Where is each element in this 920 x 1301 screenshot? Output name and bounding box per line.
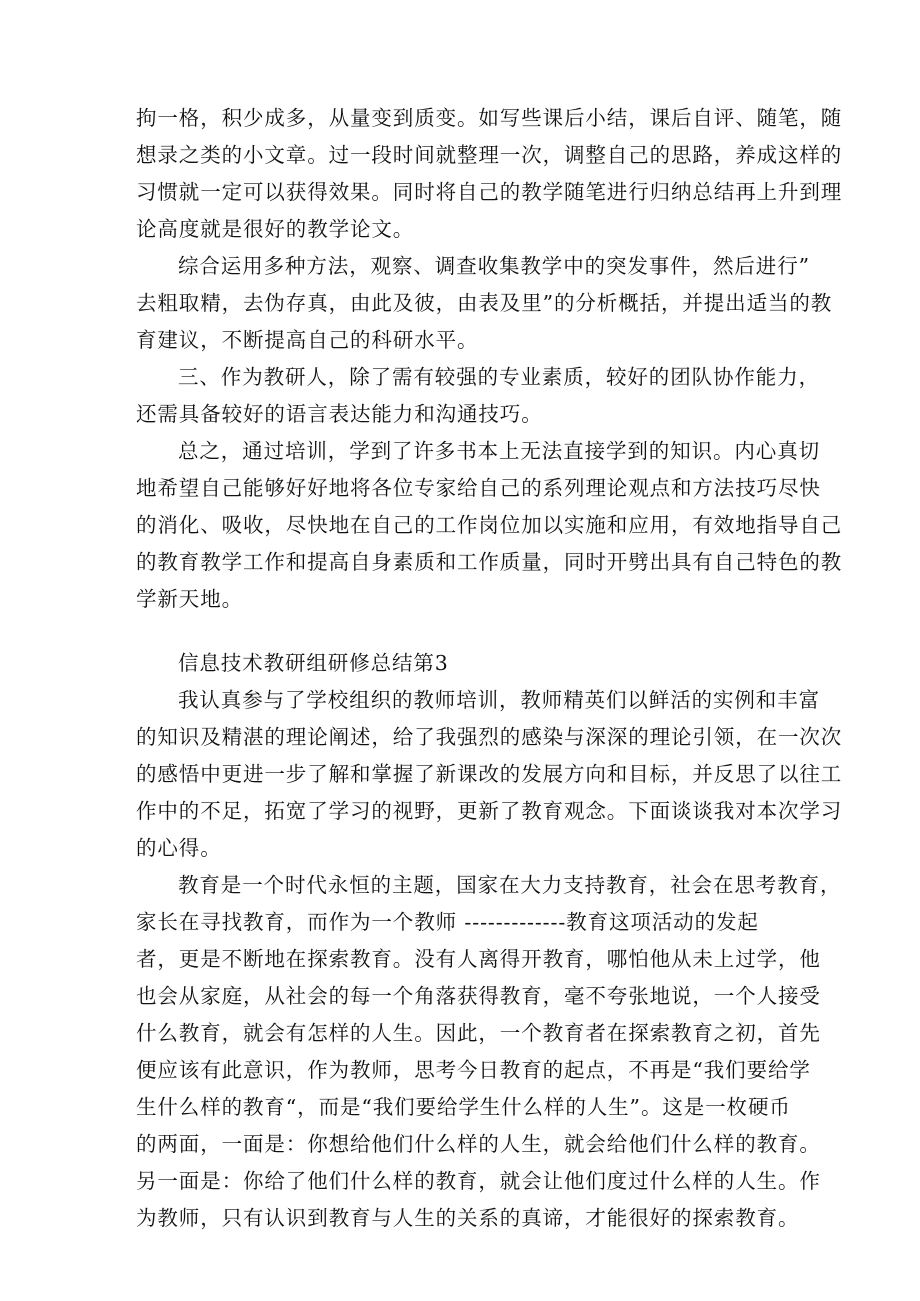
body-line: 也会从家庭，从社会的每一个角落获得教育，毫不夸张地说，一个人接受 xyxy=(136,984,821,1008)
body-line: 便应该有此意识，作为教师，思考今日教育的起点，不再是“我们要给学 xyxy=(136,1058,811,1082)
body-line: 的教育教学工作和提高自身素质和工作质量，同时开劈出具有自己特色的教 xyxy=(136,550,843,574)
body-line: 育建议，不断提高自己的科研水平。 xyxy=(136,328,479,352)
body-line: 另一面是：你给了他们什么样的教育，就会让他们度过什么样的人生。作 xyxy=(136,1169,821,1193)
line-gap xyxy=(136,1084,778,1093)
body-line: 想录之类的小文章。过一段时间就整理一次，调整自己的思路，养成这样的 xyxy=(136,143,843,167)
body-line: 总之，通过培训，学到了许多书本上无法直接学到的知识。内心真切 xyxy=(178,439,820,463)
body-line: 三、作为教研人，除了需有较强的专业素质，较好的团队协作能力， xyxy=(178,365,820,389)
line-gap xyxy=(136,788,778,797)
body-line: 我认真参与了学校组织的教师培训，教师精英们以鲜活的实例和丰富 xyxy=(178,688,820,712)
body-line: 地希望自己能够好好地将各位专家给自己的系列理论观点和方法技巧尽快 xyxy=(136,476,821,500)
line-gap xyxy=(136,751,778,760)
body-line: 学新天地。 xyxy=(136,587,243,611)
line-gap xyxy=(136,132,778,141)
body-line: 家长在寻找教育，而作为一个教师 -------------教育这项活动的发起 xyxy=(136,910,759,934)
line-gap xyxy=(136,354,778,363)
line-gap xyxy=(136,677,778,686)
line-gap xyxy=(136,539,778,548)
body-line: 拘一格，积少成多，从量变到质变。如写些课后小结，课后自评、随笔，随 xyxy=(136,106,843,130)
line-gap xyxy=(136,317,778,326)
line-gap xyxy=(136,465,778,474)
line-gap xyxy=(136,1010,778,1019)
document-page xyxy=(136,104,843,1232)
line-gap xyxy=(136,1121,778,1130)
line-gap xyxy=(136,428,778,437)
line-gap xyxy=(136,391,778,400)
body-line: 论高度就是很好的教学论文。 xyxy=(136,217,415,241)
body-line: 的知识及精湛的理论阐述，给了我强烈的感染与深深的理论引领，在一次次 xyxy=(136,725,843,749)
line-gap xyxy=(136,169,778,178)
line-gap xyxy=(136,862,778,871)
body-line: 者，更是不断地在探索教育。没有人离得开教育，哪怕他从未上过学，他 xyxy=(136,947,821,971)
body-line: 的两面，一面是：你想给他们什么样的人生，就会给他们什么样的教育。 xyxy=(136,1132,821,1156)
line-gap xyxy=(136,1047,778,1056)
line-gap xyxy=(136,936,778,945)
body-line: 综合运用多种方法，观察、调查收集教学中的突发事件，然后进行” xyxy=(178,254,810,278)
body-line: 为教师，只有认识到教育与人生的关系的真谛，才能很好的探索教育。 xyxy=(136,1206,800,1230)
body-line: 的消化、吸收，尽快地在自己的工作岗位加以实施和应用，有效地指导自己 xyxy=(136,513,843,537)
line-gap xyxy=(136,825,778,834)
line-gap xyxy=(136,1195,778,1204)
body-line: 习惯就一定可以获得效果。同时将自己的教学随笔进行归纳总结再上升到理 xyxy=(136,180,843,204)
line-gap xyxy=(136,280,778,289)
body-line: 的心得。 xyxy=(136,836,222,860)
body-line: 去粗取精，去伪存真，由此及彼，由表及里”的分析概括，并提出适当的教 xyxy=(136,291,833,315)
line-gap xyxy=(136,1158,778,1167)
line-gap xyxy=(136,502,778,511)
body-line: 的感悟中更进一步了解和掌握了新课改的发展方向和目标，并反思了以往工 xyxy=(136,762,843,786)
line-gap xyxy=(136,206,778,215)
line-gap xyxy=(136,973,778,982)
line-gap xyxy=(136,576,778,585)
section-gap xyxy=(136,613,778,649)
section-heading: 信息技术教研组研修总结第3 xyxy=(178,651,449,675)
line-gap xyxy=(136,243,778,252)
body-line: 什么教育，就会有怎样的人生。因此，一个教育者在探索教育之初，首先 xyxy=(136,1021,821,1045)
body-line: 还需具备较好的语言表达能力和沟通技巧。 xyxy=(136,402,543,426)
body-line: 生什么样的教育“，而是“我们要给学生什么样的人生”。这是一枚硬币 xyxy=(136,1095,791,1119)
body-line: 教育是一个时代永恒的主题，国家在大力支持教育，社会在思考教育， xyxy=(178,873,842,897)
line-gap xyxy=(136,714,778,723)
body-line: 作中的不足，拓宽了学习的视野，更新了教育观念。下面谈谈我对本次学习 xyxy=(136,799,843,823)
line-gap xyxy=(136,899,778,908)
